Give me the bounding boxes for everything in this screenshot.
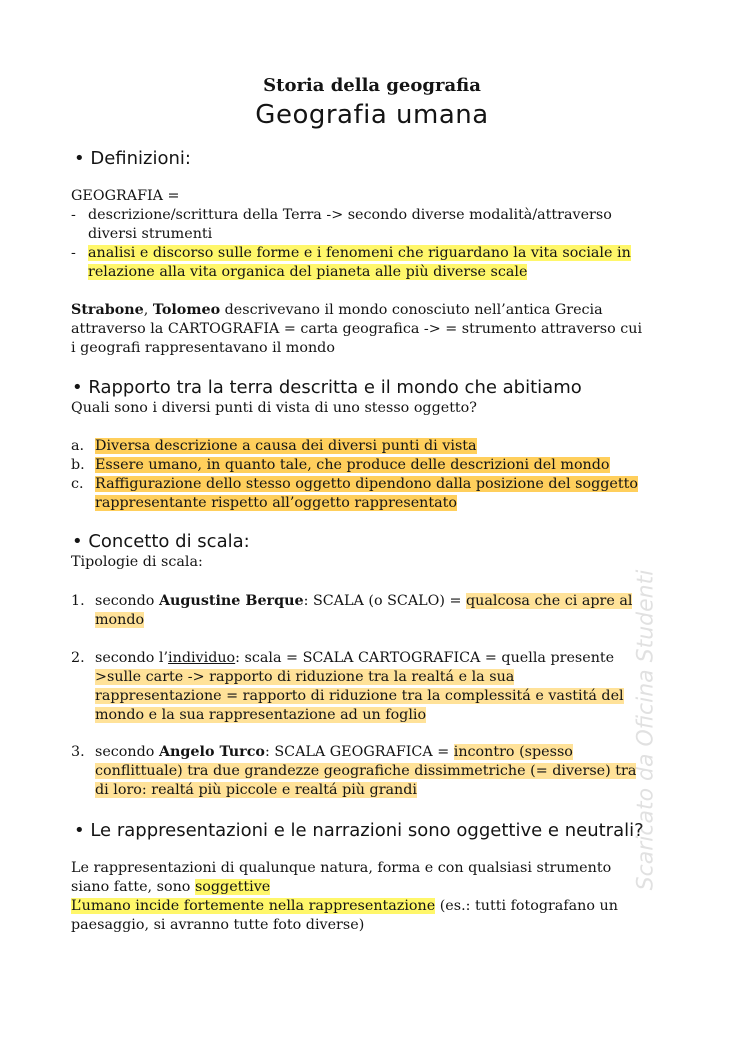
rappresentazioni-line-3-rest: (es.: tutti fotografano un (435, 898, 618, 914)
rappresentazioni-line-4: paesaggio, si avranno tutte foto diverse) (71, 917, 365, 933)
scala-item-1 (71, 592, 632, 611)
scala-item-2-line-4 (95, 706, 426, 725)
scala-item-1-mid: : SCALA (o SCALO) = (303, 593, 467, 609)
rappresentazioni-line-2-pre: siano fatte, sono (71, 879, 195, 895)
scala-item-2-pre: secondo l’ (95, 650, 169, 666)
highlight-umano: L’umano incide fortemente nella rappresentazione (71, 898, 436, 914)
scala-subheading: Tipologie di scala: (71, 554, 203, 570)
page-title: Storia della geografia (263, 75, 481, 96)
strabone-line-3: i geografi rappresentavano il mondo (71, 340, 335, 356)
strabone-line-1 (71, 301, 603, 320)
definition-1-line-2: diversi strumenti (88, 226, 213, 242)
rapporto-question: Quali sono i diversi punti di vista di uno stesso oggetto? (71, 400, 477, 416)
section-heading-definizioni: • Definizioni: (74, 148, 191, 169)
scala-item-1-cont (95, 611, 144, 630)
scala-item-2-line-3 (95, 687, 624, 706)
list-marker: 2. (71, 650, 85, 666)
scala-item-3-highlight-1: incontro (spesso (453, 744, 573, 760)
definition-2-line-2-wrap (88, 263, 527, 282)
scala-item-3-pre: secondo (95, 744, 159, 760)
list-marker: b. (71, 457, 85, 473)
scala-item-3-text-3: di loro: realtá più piccole e realtá più grandi (95, 782, 417, 798)
section-heading-rapporto: • Rapporto tra la terra descritta e il mondo che abitiamo (72, 377, 582, 398)
scala-item-3-mid: : SCALA GEOGRAFICA = (264, 744, 454, 760)
definition-bullet-1 (71, 206, 612, 225)
scala-item-3-line-3 (95, 781, 417, 800)
list-marker: 3. (71, 744, 85, 760)
rapporto-item-a (71, 437, 477, 456)
name-tolomeo: Tolomeo (152, 302, 221, 318)
scala-item-2-line-2 (95, 668, 514, 687)
bullet-marker: - (71, 207, 76, 223)
list-marker: a. (71, 438, 85, 454)
name-augustine-berque: Augustine Berque (158, 593, 304, 609)
geografia-term: GEOGRAFIA = (71, 188, 180, 204)
definition-bullet-2 (71, 244, 631, 263)
underlined-individuo: individuo (168, 650, 236, 666)
list-marker: c. (71, 476, 84, 492)
rapporto-item-c-line-2: rappresentante rispetto all’oggetto rappresentato (95, 495, 458, 511)
strabone-line-1-rest: descrivevano il mondo conosciuto nell’antica Grecia (220, 302, 603, 318)
name-angelo-turco: Angelo Turco (158, 744, 265, 760)
scala-item-3 (71, 743, 573, 762)
scala-item-2 (71, 649, 614, 668)
page-subtitle: Geografia umana (255, 100, 489, 130)
scala-item-2-text-2: >sulle carte -> rapporto di riduzione tra la realtá e la sua (95, 669, 515, 685)
name-strabone: Strabone (71, 302, 144, 318)
highlight-soggettive: soggettive (194, 879, 271, 895)
rapporto-item-c (71, 475, 638, 494)
definition-2-line-1: analisi e discorso sulle forme e i fenomeni che riguardano la vita sociale in (88, 245, 631, 261)
section-heading-rappresentazioni: • Le rappresentazioni e le narrazioni sono oggettive e neutrali? (74, 820, 644, 841)
bullet-marker: - (71, 245, 76, 261)
scala-item-2-text-4: mondo e la sua rappresentazione ad un foglio (95, 707, 427, 723)
rapporto-item-c-line-1: Raffigurazione dello stesso oggetto dipendono dalla posizione del soggetto (95, 476, 638, 492)
scala-item-2-rest: : scala = SCALA CARTOGRAFICA = quella presente (235, 650, 615, 666)
rapporto-item-b (71, 456, 610, 475)
watermark: Scaricato da Oficina Studenti (633, 569, 659, 891)
list-marker: 1. (71, 593, 85, 609)
scala-item-2-text-3: rappresentazione = rapporto di riduzione tra la complessitá e vastitá del (95, 688, 624, 704)
scala-item-1-highlight-2: mondo (95, 612, 145, 628)
scala-item-1-pre: secondo (95, 593, 159, 609)
strabone-line-2: attraverso la CARTOGRAFIA = carta geografica -> = strumento attraverso cui (71, 321, 643, 337)
rappresentazioni-line-3 (71, 897, 618, 916)
scala-item-1-highlight-1: qualcosa che ci apre al (466, 593, 633, 609)
rapporto-item-c-cont (95, 494, 457, 513)
name-separator: , (143, 302, 153, 318)
definition-2-line-2: relazione alla vita organica del pianeta alle più diverse scale (88, 264, 528, 280)
scala-item-3-line-2 (95, 762, 636, 781)
rappresentazioni-line-1: Le rappresentazioni di qualunque natura, forma e con qualsiasi strumento (71, 860, 612, 876)
scala-item-3-text-2: conflittuale) tra due grandezze geografiche dissimmetriche (= diverse) tra (95, 763, 637, 779)
section-heading-scala: • Concetto di scala: (72, 531, 250, 552)
rappresentazioni-line-2 (71, 878, 270, 897)
rapporto-item-b-text: Essere umano, in quanto tale, che produce delle descrizioni del mondo (95, 457, 610, 473)
rapporto-item-a-text: Diversa descrizione a causa dei diversi punti di vista (95, 438, 477, 454)
definition-1-line-1: descrizione/scrittura della Terra -> secondo diverse modalità/attraverso (88, 207, 612, 223)
